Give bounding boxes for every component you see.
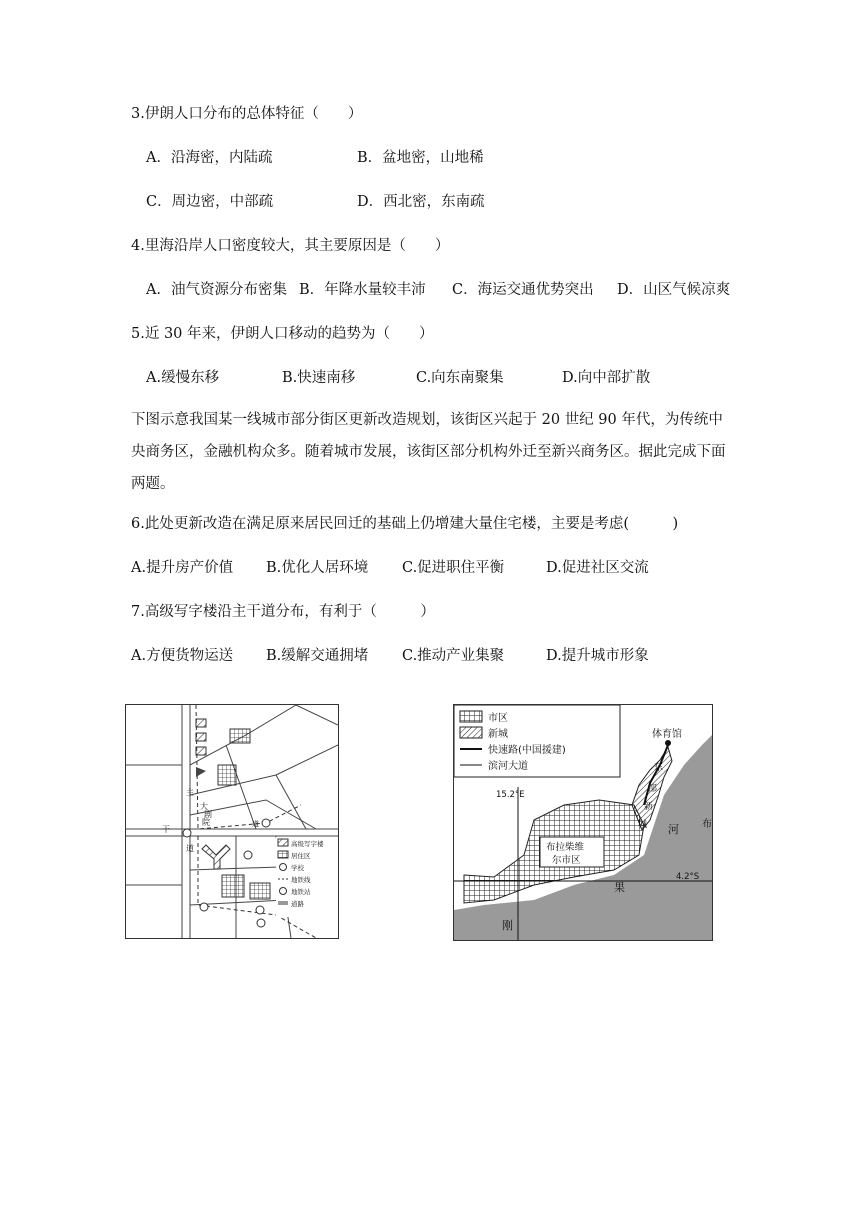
stadium-label: 体育馆 bbox=[652, 729, 682, 740]
question-7-option-d[interactable]: D.提升城市形象 bbox=[546, 648, 649, 664]
theatre-label-3: 院 bbox=[202, 818, 210, 827]
question-5-option-c[interactable]: C.向东南聚集 bbox=[416, 370, 504, 386]
theatre-label-1: 大 bbox=[200, 802, 208, 811]
new-town-char-3: 新 bbox=[644, 802, 654, 812]
legend-new-town: 新城 bbox=[488, 729, 508, 740]
edge-char: 布 bbox=[702, 819, 712, 830]
legend-riverside-avenue: 滨河大道 bbox=[488, 761, 528, 772]
legend-metro-line: 地铁线 bbox=[291, 876, 311, 884]
city-label-line-2: 尔市区 bbox=[552, 855, 581, 866]
question-4-option-b[interactable]: B．年降水量较丰沛 bbox=[299, 282, 426, 298]
brazzaville-map bbox=[453, 704, 713, 941]
new-town-char-4: 城 bbox=[638, 820, 648, 830]
passage-text: 下图示意我国某一线城市部分街区更新改造规划，该街区兴起于 20 世纪 90 年代，为传统中央商务区，金融机构众多。随着城市发展，该街区部分机构外迁至新兴商务区。据此完成下面两题。 bbox=[131, 412, 726, 492]
legend-school: 学校 bbox=[291, 864, 304, 872]
brazzaville-legend bbox=[454, 705, 620, 777]
legend-expressway: 快速路(中国援建) bbox=[488, 745, 566, 756]
question-5-option-a[interactable]: A.缓慢东移 bbox=[146, 370, 220, 386]
question-5-stem: 5.近 30 年来，伊朗人口移动的趋势为（ ） bbox=[131, 326, 434, 342]
question-6-option-b[interactable]: B.优化人居环境 bbox=[266, 560, 369, 576]
theatre-label-2: 剧 bbox=[204, 810, 212, 819]
question-4-option-c[interactable]: C．海运交通优势突出 bbox=[452, 282, 594, 298]
river-char-1: 河 bbox=[668, 823, 679, 836]
question-4-stem: 4.里海沿岸人口密度较大，其主要原因是（ ） bbox=[131, 238, 450, 254]
city-label-line-1: 布拉柴维 bbox=[546, 842, 585, 853]
question-7-option-b[interactable]: B.缓解交通拥堵 bbox=[266, 648, 369, 664]
question-3-option-a[interactable]: A．沿海密，内陆疏 bbox=[146, 150, 273, 166]
question-6-option-c[interactable]: C.促进职住平衡 bbox=[402, 560, 505, 576]
brazzaville-map-drawing bbox=[454, 705, 712, 940]
latitude-label: 4.2°S bbox=[676, 872, 700, 882]
road-label-char-3: 道 bbox=[186, 844, 194, 853]
question-3-option-c[interactable]: C．周边密，中部疏 bbox=[146, 194, 274, 210]
street-block-map-drawing bbox=[126, 705, 338, 938]
question-5-option-b[interactable]: B.快速南移 bbox=[282, 370, 356, 386]
question-6-option-a[interactable]: A.提升房产价值 bbox=[131, 560, 234, 576]
new-town-char-1: 东 bbox=[654, 763, 664, 773]
legend-city-area: 市区 bbox=[488, 713, 508, 724]
legend-metro-station: 地铁站 bbox=[291, 888, 311, 896]
river-char-3: 刚 bbox=[502, 919, 513, 932]
question-3-option-d[interactable]: D．西北密，东南疏 bbox=[357, 194, 485, 210]
new-town-char-2: 部 bbox=[648, 784, 658, 794]
legend-road: 道路 bbox=[291, 900, 304, 908]
question-5-option-d[interactable]: D.向中部扩散 bbox=[562, 370, 651, 386]
question-4-option-a[interactable]: A．油气资源分布密集 bbox=[146, 282, 287, 298]
question-7-option-a[interactable]: A.方便货物运送 bbox=[131, 648, 234, 664]
question-4-option-d[interactable]: D．山区气候凉爽 bbox=[617, 282, 731, 298]
question-6-stem: 6.此处更新改造在满足原来居民回迁的基础上仍增建大量住宅楼，主要是考虑( ) bbox=[131, 516, 679, 532]
street-map-legend bbox=[276, 837, 338, 917]
road-text: 道 bbox=[252, 820, 259, 828]
longitude-label: 15.2°E bbox=[496, 790, 525, 800]
legend-office: 高级写字楼 bbox=[291, 840, 324, 848]
road-label-char-1: 主 bbox=[186, 788, 194, 797]
question-3-stem: 3.伊朗人口分布的总体特征（ ） bbox=[131, 106, 363, 122]
road-label-char-2: 干 bbox=[162, 825, 170, 834]
street-block-map bbox=[125, 704, 339, 939]
question-7-stem: 7.高级写字楼沿主干道分布，有利于（ ） bbox=[131, 604, 435, 620]
river-char-2: 果 bbox=[614, 881, 625, 894]
question-6-option-d[interactable]: D.促进社区交流 bbox=[546, 560, 649, 576]
question-3-option-b[interactable]: B．盆地密，山地稀 bbox=[357, 150, 484, 166]
question-7-option-c[interactable]: C.推动产业集聚 bbox=[402, 648, 505, 664]
legend-residential: 居住区 bbox=[291, 852, 311, 860]
